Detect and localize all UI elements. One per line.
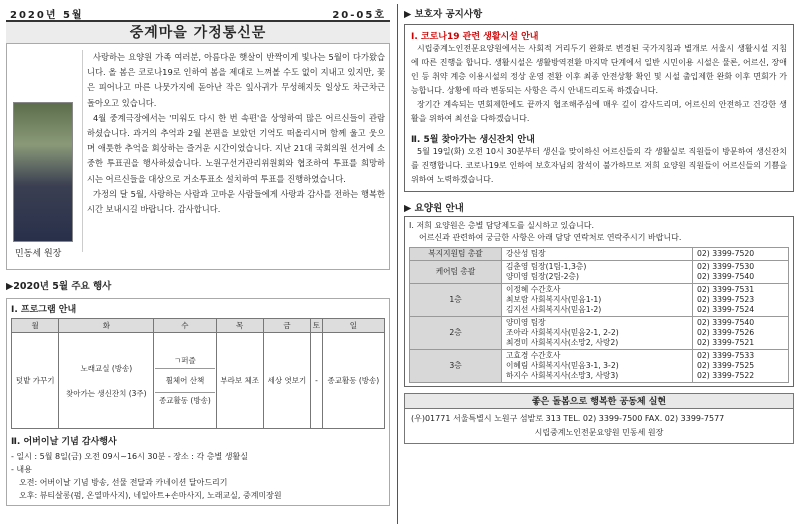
staff-name: 김지선 사회복지사(믿음1-2) [506,305,602,314]
wed-cell [154,333,216,429]
parents-day-details [11,450,385,502]
staff-phone: 02) 3399-7531 [697,285,755,294]
birthday-notice-text: 5월 19일(화) 오전 10시 30분부터 생신을 맞이하신 어르신들의 각 생활실로 직원들이 방문하여 생신잔치를 진행합니다. 코로나19로 인하여 보호자님의 참석이 불가하므로 저희 요양원 직원들이 어르신들의 기쁨을 위하여 노력하겠습니다. [411,147,787,184]
staff-names [502,317,693,350]
motto: 좋은 돌봄으로 행복한 공동체 실현 [404,393,794,409]
staff-table [409,247,789,383]
covid-notice-text2: 장기간 계속되는 면회제한에도 끝까지 협조해주심에 매우 깊이 감사드리며, 어르신의 안전하고 건강한 생활을 위하여 최선을 다하겠습니다. [411,100,787,123]
column-divider [397,4,398,524]
staff-phones [693,284,789,317]
notice-box [404,24,794,192]
parents-day-title: Ⅱ. 어버이날 기념 감사행사 [11,437,117,447]
staff-names [502,284,693,317]
staff-phone: 02) 3399-7521 [697,338,755,347]
staff-phones [693,317,789,350]
staff-phone: 02) 3399-7540 [697,318,755,327]
letter-paragraph: 4월 중계극장에서는 '미워도 다시 한 번 속편'을 상영하여 많은 어르신들이 관람 하셨습니다. 과거의 추억과 2월 본편을 보았던 기억도 떠올리시며 함께 울고 웃으며 애틋한 추억을 회상하는 즐거운 시간이었습니다. 지난 21대 국회의원 선거에 소중한 투표권을 행사하셨습니다. 노원구선거관리위원회와 협조하여 투표를 희망하시는 어르신들을 대상으로 거소투표소 설치하여 투표를 진행하였습니다. [87,112,385,184]
parents-line: 오전: 어버이날 기념 방송, 선물 전달과 카네이션 달아드리기 [19,478,228,487]
covid-notice-title: Ⅰ. 코로나19 관련 생활시설 안내 [411,32,539,42]
staff-phones [693,261,789,284]
staff-category: 2층 [410,317,502,350]
director-letter [6,44,390,270]
notice-heading: ▶ 보호자 공지사항 [404,9,483,20]
staff-name: 최경미 사회복지사(소망2, 사랑2) [506,338,619,347]
staff-row [410,261,789,284]
photo-area [13,50,83,252]
staff-name: 이혜림 사회복지사(믿음3-1, 3-2) [506,361,619,370]
newsletter-title: 중계마을 가정통신문 [6,22,390,44]
director-name: 민동세 원장 [15,249,62,259]
staff-name: 강산성 팀장 [506,249,546,258]
staff-category: 3층 [410,350,502,383]
staff-category: 케어팀 총괄 [410,261,502,284]
staff-phone: 02) 3399-7523 [697,295,755,304]
day-header: 화 [59,319,154,333]
staff-name: 이정혜 수간호사 [506,285,561,294]
staff-name: 양미영 팀장(2팀-2층) [506,272,579,281]
day-header: 토 [311,319,323,333]
tue-cell [59,333,154,429]
staff-name: 하지수 사회복지사(소망3, 사랑3) [506,371,619,380]
day-header: 목 [216,319,263,333]
staff-category: 복지지원팀 총괄 [410,248,502,261]
staff-names [502,248,693,261]
staff-row [410,317,789,350]
issue-number: 20-05호 [332,10,386,21]
program-row [12,333,385,429]
staff-phone: 02) 3399-7530 [697,262,755,271]
wed-item: 휠체어 산책 [155,369,214,393]
staff-name: 최보람 사회복지사(믿음1-1) [506,295,602,304]
parents-line: - 일시 : 5월 8일(금) 오전 09시~16시 30분 - 장소 : 각 층별 생활실 [11,452,248,461]
staff-names [502,350,693,383]
issue-date: 2020년 5월 [10,10,84,21]
footer [404,409,794,444]
sat-cell: - [311,333,323,429]
staff-phone: 02) 3399-7520 [697,249,755,258]
address: (우)01771 서울특별시 노원구 섬밭로 313 TEL. 02) 3399-7500 FAX. 02) 3399-7577 [411,414,725,423]
staff-intro: Ⅰ. 저희 요양원은 층별 담당제도를 실시하고 있습니다. [409,221,594,230]
day-header: 수 [154,319,216,333]
day-header: 월 [12,319,59,333]
wed-item: ㄱ퍼즐 [155,353,214,369]
sun-cell: 종교활동 (방송) [322,333,384,429]
staff-names [502,261,693,284]
staff-name: 고효경 수간호사 [506,351,561,360]
staff-phone: 02) 3399-7522 [697,371,755,380]
letter-paragraph: 사랑하는 요양원 가족 여러분, 아름다운 햇살이 반짝이게 빛나는 5월이 다가왔습니다. 올 봄은 코로나19로 인하여 봄을 제대로 느껴볼 수도 없이 지내고 있지만, 꽃은 피어나고 마른 나뭇가지에 돋아난 작은 잎사귀가 무성해지듯 일상도 차근차근 돌아오고 있습니다. [87,52,385,108]
staff-category: 1층 [410,284,502,317]
program-title: Ⅰ. 프로그램 안내 [11,305,77,315]
day-header-row [12,319,385,333]
day-header: 금 [263,319,310,333]
staff-name: 조아라 사회복지사(믿음2-1, 2-2) [506,328,619,337]
day-header: 일 [322,319,384,333]
staff-phone: 02) 3399-7533 [697,351,755,360]
birthday-notice-title: Ⅱ. 5월 찾아가는 생신잔치 안내 [411,135,535,145]
left-column [6,6,390,522]
tue-item: 찾아가는 생신잔치 (3주) [66,388,147,398]
tue-item: 노래교실 (방송) [80,363,133,373]
signature: 시립중계노인전문요양원 민동세 원장 [534,428,664,437]
staff-row [410,284,789,317]
staff-phone: 02) 3399-7540 [697,272,755,281]
covid-notice-text: 시립중계노인전문요양원에서는 사회적 거리두기 완화로 변경된 국가지침과 별개로 서울시 생활시설 지침에 따른 진행을 합니다. 생활시설은 생활방역전환 마지막 단계에서 일반 시민이용 시설은 물론, 어르신, 장애인 등 취약 계층 이용시설의 정상 운영 전환 이후 최종 안전상황 확인 및 시설 출입제한 완화 이후 면회가 가능합니다. 상황에 따라 변동되는 사항은 즉시 안내드리도록 하겠습니다. [411,44,787,95]
staff-box [404,216,794,387]
program-table [11,318,385,429]
staff-row [410,350,789,383]
staff-heading: ▶ 요양원 안내 [404,203,464,214]
staff-name: 김춘영 팀장(1팀-1,3층) [506,262,587,271]
right-column [404,6,794,522]
staff-phone: 02) 3399-7525 [697,361,755,370]
wed-item: 종교활동 (방송) [159,396,211,405]
director-photo [13,102,73,242]
staff-intro2: 어르신과 관련하여 궁금한 사항은 아래 담당 연락처로 연락주시기 바랍니다. [419,233,682,242]
staff-row [410,248,789,261]
parents-line: - 내용 [11,465,32,474]
thu-cell: 부라보 체조 [216,333,263,429]
program-box [6,298,390,506]
parents-line: 오후: 뷰티살롱(펌, 온열마사지), 네일아트+손마사지, 노래교실, 중계미장원 [19,491,282,500]
staff-phones [693,350,789,383]
fri-cell: 세상 엿보기 [263,333,310,429]
letter-text [87,50,385,217]
staff-phone: 02) 3399-7524 [697,305,755,314]
letter-paragraph: 가정의 달 5월, 사랑하는 사람과 고마운 사람들에게 사랑과 감사를 전하는 행복한 시간 보내시길 바랍니다. 감사합니다. [87,188,385,215]
staff-name: 양미영 팀장 [506,318,546,327]
mon-cell: 텃밭 가꾸기 [12,333,59,429]
staff-phones [693,248,789,261]
date-bar [6,6,390,22]
events-heading: ▶2020년 5월 주요 행사 [6,281,112,292]
staff-phone: 02) 3399-7526 [697,328,755,337]
